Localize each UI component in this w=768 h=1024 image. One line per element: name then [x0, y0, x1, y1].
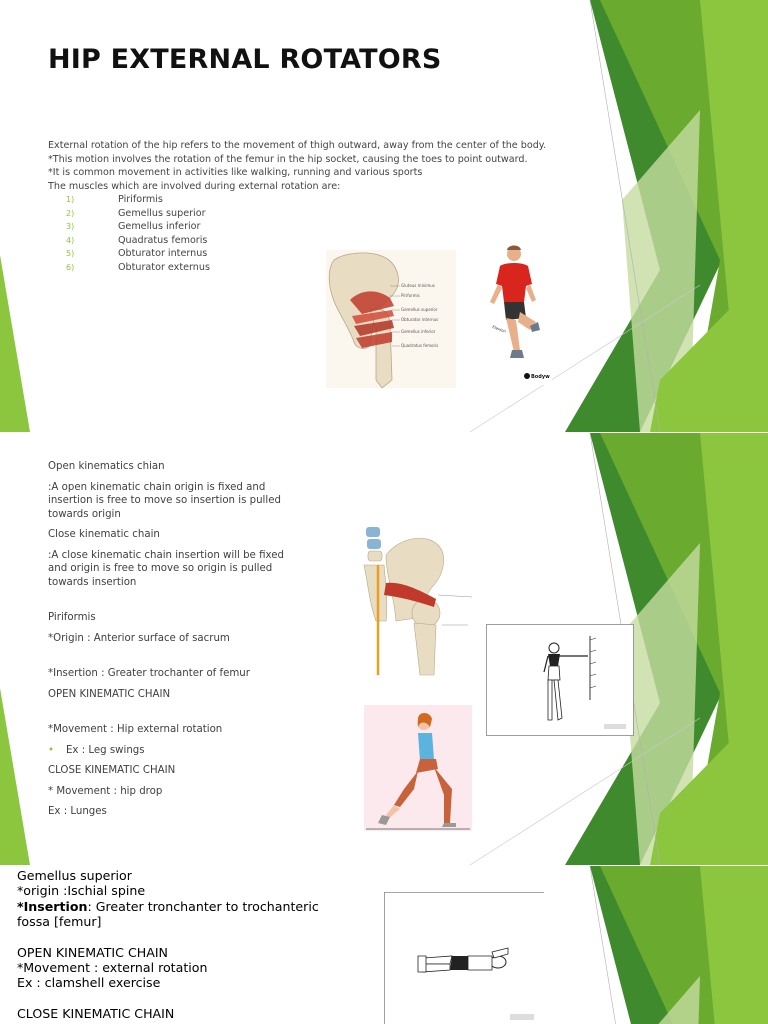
close-chain-label: CLOSE KINEMATIC CHAIN — [17, 1005, 175, 1021]
close-chain-description: :A close kinematic chain insertion will be fixed and origin is free to move so origin is pulled towards insertion — [48, 549, 284, 588]
close-movement-text: * Movement : hip drop — [48, 785, 163, 797]
list-item: 2) Gemellus superior — [66, 207, 206, 219]
svg-text:Flexion: Flexion — [491, 324, 507, 334]
example-text: Ex : clamshell exercise — [17, 975, 161, 991]
slide-piriformis — [0, 433, 768, 865]
label-quadratus-femoris: Quadratus femoris — [401, 343, 439, 348]
bodyw-logo-text: Bodyw — [531, 374, 550, 380]
label-gemellus-superior: Gemellus superior — [401, 307, 438, 312]
activities-paragraph: *It is common movement in activities like walking, running and various sports — [48, 167, 423, 178]
close-chain-label: CLOSE KINEMATIC CHAIN — [48, 765, 176, 776]
piriformis-anatomy-illustration — [356, 525, 476, 677]
list-item: 5) Obturator internus — [66, 248, 208, 259]
list-item: 4) Quadratus femoris — [66, 234, 208, 246]
muscle-name: Gemellus superior — [17, 868, 132, 883]
insertion-text: *Insertion: Greater tronchanter to trochanteric fossa [femur] — [17, 898, 319, 930]
open-chain-description: :A open kinematic chain origin is fixed and insertion is free to move so insertion is pulled towards origin — [48, 481, 281, 520]
movement-text: *Movement : external rotation — [17, 960, 208, 976]
list-item: 3) Gemellus inferior — [66, 221, 201, 232]
open-movement-text: *Movement : Hip external rotation — [48, 724, 223, 735]
femur-paragraph: *This motion involves the rotation of the femur in the hip socket, causing the toes to point outward. — [48, 153, 528, 165]
definition-paragraph: External rotation of the hip refers to the movement of thigh outward, away from the center of the body. — [48, 140, 547, 151]
label-obturator-internus: Obturator internus — [401, 317, 439, 322]
label-gemellus-inferior: Gemellus inferior — [401, 329, 436, 334]
athlete-hip-rotation-illustration — [476, 240, 552, 385]
origin-text: *Origin : Anterior surface of sacrum — [48, 632, 230, 644]
hip-anatomy-illustration — [326, 250, 456, 388]
muscles-intro-paragraph: The muscles which are involved during external rotation are: — [48, 180, 341, 192]
label-piriformis: Piriformis — [401, 293, 420, 298]
kinematic-chain-text — [48, 460, 288, 819]
open-chain-label: OPEN KINEMATIC CHAIN — [17, 944, 168, 960]
wall-leg-swing-illustration — [486, 624, 634, 736]
close-chain-heading: Close kinematic chain — [48, 529, 160, 540]
label-gluteus-minimus: Gluteus minimus — [401, 283, 435, 288]
list-item: • Ex : Leg swings — [48, 744, 145, 756]
lunge-illustration — [364, 705, 472, 831]
clamshell-exercise-illustration — [384, 892, 544, 1024]
list-item: 1) Piriformis — [66, 194, 163, 205]
open-example-text: Ex : Leg swings — [66, 744, 145, 756]
slide-hip-external-rotators — [0, 0, 768, 432]
muscle-name: Piriformis — [48, 612, 96, 623]
insertion-text: *Insertion : Greater trochanter of femur — [48, 668, 250, 679]
open-chain-label: OPEN KINEMATIC CHAIN — [48, 688, 171, 700]
gemellus-text — [17, 868, 337, 1021]
list-item: 6) Obturator externus — [66, 261, 210, 273]
origin-text: *origin :Ischial spine — [17, 883, 146, 899]
close-example-text: Ex : Lunges — [48, 806, 107, 817]
open-chain-heading: Open kinematics chian — [48, 461, 165, 472]
slide-title: HIP EXTERNAL ROTATORS — [48, 44, 442, 75]
slide-gemellus-superior — [0, 866, 768, 1024]
